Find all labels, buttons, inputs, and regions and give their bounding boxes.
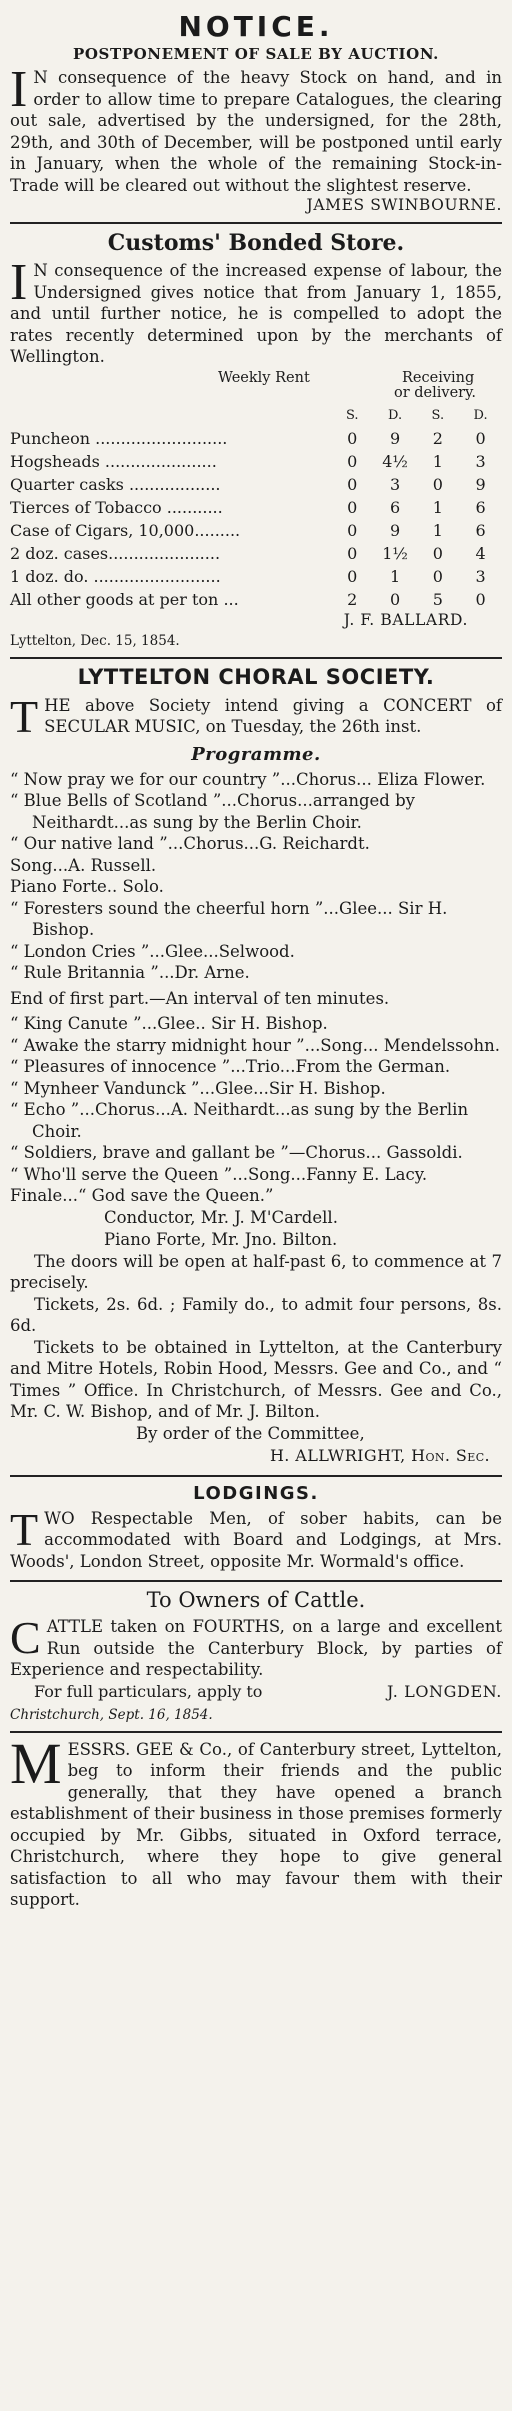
weekly-d: 4½ xyxy=(382,451,408,471)
table-row xyxy=(10,427,502,450)
table-row xyxy=(10,542,502,565)
list-item: “ King Canute ”...Glee.. Sir H. Bishop. xyxy=(10,1014,328,1033)
unit-shillings: S. xyxy=(431,407,445,423)
gee-advert xyxy=(10,1730,502,1911)
cattle-advert xyxy=(10,1588,502,1723)
notice-signature: JAMES SWINBOURNE. xyxy=(306,196,502,214)
rate-item: Tierces of Tobacco ........... xyxy=(10,497,223,517)
weekly-d: 3 xyxy=(389,474,401,494)
receiving-d: 9 xyxy=(475,474,486,494)
unit-shillings: S. xyxy=(345,407,359,423)
list-item: Piano Forte.. Solo. xyxy=(10,877,164,896)
list-item: “ Blue Bells of Scotland ”...Chorus...arranged by Neithardt...as sung by the Berlin Choir. xyxy=(10,791,415,832)
table-row xyxy=(10,496,502,519)
lodgings-body xyxy=(10,1503,502,1573)
rate-item: Case of Cigars, 10,000......... xyxy=(10,520,241,540)
lodgings-title: LODGINGS. xyxy=(193,1482,319,1504)
rates-table xyxy=(10,404,502,611)
rates-header xyxy=(10,368,502,404)
lodgings-body-text: WO Respectable Men, of sober habits, can be accommodated with Board and Lodgings, at Mrs. Woods', London Street, opposite Mr. Wormald's office. xyxy=(10,1508,502,1571)
lodgings-dropcap: T xyxy=(10,1503,39,1555)
weekly-s: 0 xyxy=(347,543,358,563)
divider xyxy=(10,1475,502,1477)
weekly-s: 0 xyxy=(347,566,358,586)
weekly-s: 0 xyxy=(347,474,358,494)
cattle-title: To Owners of Cattle. xyxy=(146,1588,366,1612)
weekly-s: 2 xyxy=(347,589,358,609)
notice-title: NOTICE. xyxy=(178,10,334,43)
rate-item: 2 doz. cases...................... xyxy=(10,543,221,563)
order-line: By order of the Committee, xyxy=(136,1423,365,1443)
receiving-s: 0 xyxy=(432,566,443,586)
gee-body-text: ESSRS. GEE & Co., of Canterbury street, Lyttelton, beg to inform their friends and the public generally, that they have opened a branch establishment of their business in those premises formerly occupied by Mr. Gibbs, situated in Oxford terrace, Christchurch, where they hope to give general satisfaction to all who may favour them with their support. xyxy=(10,1739,502,1909)
receiving-d: 3 xyxy=(475,451,486,471)
choral-dropcap: T xyxy=(10,690,39,742)
customs-body xyxy=(10,254,502,368)
receiving-d: 4 xyxy=(475,543,486,563)
notice-body xyxy=(10,61,502,196)
receiving-s: 1 xyxy=(432,497,443,517)
list-item: “ Our native land ”...Chorus...G. Reichardt. xyxy=(10,834,370,853)
tickets-where: Tickets to be obtained in Lyttelton, at the Canterbury and Mitre Hotels, Robin Hood, Messrs. Gee and Co., and “ Times ” Office. In Christchurch, of Messrs. Gee and Co., Mr. C. W. Bishop, and of Mr. J. Bilton. xyxy=(10,1337,502,1421)
list-item: “ Echo ”...Chorus...A. Neithardt...as sung by the Berlin Choir. xyxy=(10,1100,469,1141)
weekly-d: 6 xyxy=(389,497,401,517)
gee-body xyxy=(10,1730,502,1911)
lodgings-advert xyxy=(10,1483,502,1573)
receiving-s: 1 xyxy=(432,451,443,471)
header-delivery: or delivery. xyxy=(394,384,476,401)
finale-line: Finale...“ God save the Queen.” xyxy=(10,1186,274,1205)
weekly-d: 9 xyxy=(389,520,401,540)
receiving-s: 1 xyxy=(432,520,443,540)
receiving-s: 0 xyxy=(432,543,443,563)
rate-item: Puncheon .......................... xyxy=(10,428,228,448)
unit-pence: D. xyxy=(473,407,488,423)
customs-signature: J. F. BALLARD. xyxy=(343,610,468,629)
customs-dropcap: I xyxy=(10,254,28,311)
weekly-s: 0 xyxy=(347,520,358,540)
cattle-body-text: ATTLE taken on FOURTHS, on a large and excellent Run outside the Canterbury Block, by parties of Experience and respectability. xyxy=(10,1617,502,1679)
list-item: Song...A. Russell. xyxy=(10,855,157,875)
doors-note: The doors will be open at half-past 6, to commence at 7 precisely. xyxy=(10,1251,502,1292)
choral-intro xyxy=(10,690,502,742)
interval-note: End of first part.—An interval of ten minutes. xyxy=(10,988,390,1008)
notice-subtitle: POSTPONEMENT OF SALE BY AUCTION. xyxy=(73,45,439,63)
list-item: “ London Cries ”...Glee...Selwood. xyxy=(10,941,295,961)
receiving-d: 3 xyxy=(475,566,486,586)
divider xyxy=(10,222,502,224)
list-item: “ Mynheer Vandunck ”...Glee...Sir H. Bishop. xyxy=(10,1078,386,1098)
weekly-d: 0 xyxy=(389,589,401,609)
receiving-d: 6 xyxy=(475,497,486,517)
table-row xyxy=(10,588,502,611)
tickets-price: Tickets, 2s. 6d. ; Family do., to admit four persons, 8s. 6d. xyxy=(10,1294,502,1335)
table-row xyxy=(10,473,502,496)
programme-title: Programme. xyxy=(191,743,321,765)
notice-advert xyxy=(10,10,502,214)
weekly-s: 0 xyxy=(347,497,358,517)
receiving-s: 2 xyxy=(432,428,443,448)
rate-item: All other goods at per ton ... xyxy=(10,589,239,609)
list-item: “ Foresters sound the cheerful horn ”...Glee... Sir H. Bishop. xyxy=(10,898,448,939)
list-item: “ Who'll serve the Queen ”...Song...Fanny E. Lacy. xyxy=(10,1164,428,1184)
receiving-s: 5 xyxy=(432,589,443,609)
list-item: “ Rule Britannia ”...Dr. Arne. xyxy=(10,963,250,982)
rate-item: 1 doz. do. ......................... xyxy=(10,566,221,586)
weekly-s: 0 xyxy=(347,428,358,448)
list-item: “ Soldiers, brave and gallant be ”—Chorus... Gassoldi. xyxy=(10,1143,463,1162)
customs-dateline: Lyttelton, Dec. 15, 1854. xyxy=(10,632,180,649)
cattle-dropcap: C xyxy=(10,1612,41,1663)
gee-dropcap: M xyxy=(10,1730,62,1796)
receiving-d: 0 xyxy=(475,589,486,609)
divider xyxy=(10,1731,502,1733)
table-row xyxy=(10,565,502,588)
header-weekly-rent: Weekly Rent xyxy=(218,369,310,386)
list-item: “ Awake the starry midnight hour ”...Song... Mendelssohn. xyxy=(10,1035,500,1055)
piano-line: Piano Forte, Mr. Jno. Bilton. xyxy=(104,1229,338,1249)
divider xyxy=(10,1580,502,1582)
choral-advert xyxy=(10,665,502,1467)
table-row xyxy=(10,519,502,542)
cattle-particulars xyxy=(10,1681,502,1703)
receiving-d: 6 xyxy=(475,520,486,540)
cattle-particulars-text: For full particulars, apply to xyxy=(34,1681,263,1701)
rate-item: Quarter casks .................. xyxy=(10,474,221,494)
customs-advert xyxy=(10,230,502,649)
customs-body-text: N consequence of the increased expense of labour, the Undersigned gives notice that from January 1, 1855, and until further notice, he is compelled to adopt the rates recently determined upon by the merchants of Wellington. xyxy=(10,261,502,366)
weekly-s: 0 xyxy=(347,451,358,471)
choral-title: LYTTELTON CHORAL SOCIETY. xyxy=(77,664,435,689)
notice-body-text: N consequence of the heavy Stock on hand, and in order to allow time to prepare Catalogues, the clearing out sale, advertised by the undersigned, for the 28th, 29th, and 30th of December, will be postponed until early in January, when the whole of the remaining Stock-in-Trade will be cleared out without the slightest reserve. xyxy=(10,68,502,195)
notice-dropcap: I xyxy=(10,61,28,118)
weekly-d: 9 xyxy=(389,428,401,448)
unit-pence: D. xyxy=(387,407,403,423)
receiving-d: 0 xyxy=(475,428,486,448)
weekly-d: 1 xyxy=(389,566,401,586)
cattle-dateline: Christchurch, Sept. 16, 1854. xyxy=(10,1706,213,1723)
rates-units-row xyxy=(10,404,502,427)
weekly-d: 1½ xyxy=(382,543,408,563)
choral-signature: H. ALLWRIGHT, Hon. Sec. xyxy=(269,1445,490,1465)
cattle-signature: J. LONGDEN. xyxy=(386,1681,502,1701)
divider xyxy=(10,657,502,659)
table-row xyxy=(10,450,502,473)
customs-title: Customs' Bonded Store. xyxy=(107,230,405,256)
header-receiving: Receiving xyxy=(402,369,475,386)
list-item: “ Now pray we for our country ”...Chorus... Eliza Flower. xyxy=(10,769,486,789)
list-item: “ Pleasures of innocence ”...Trio...From the German. xyxy=(10,1057,451,1076)
cattle-body xyxy=(10,1612,502,1681)
conductor-line: Conductor, Mr. J. M'Cardell. xyxy=(104,1207,338,1227)
choral-intro-text: HE above Society intend giving a CONCERT of SECULAR MUSIC, on Tuesday, the 26th inst. xyxy=(44,695,502,736)
rate-item: Hogsheads ...................... xyxy=(10,451,217,471)
receiving-s: 0 xyxy=(432,474,443,494)
